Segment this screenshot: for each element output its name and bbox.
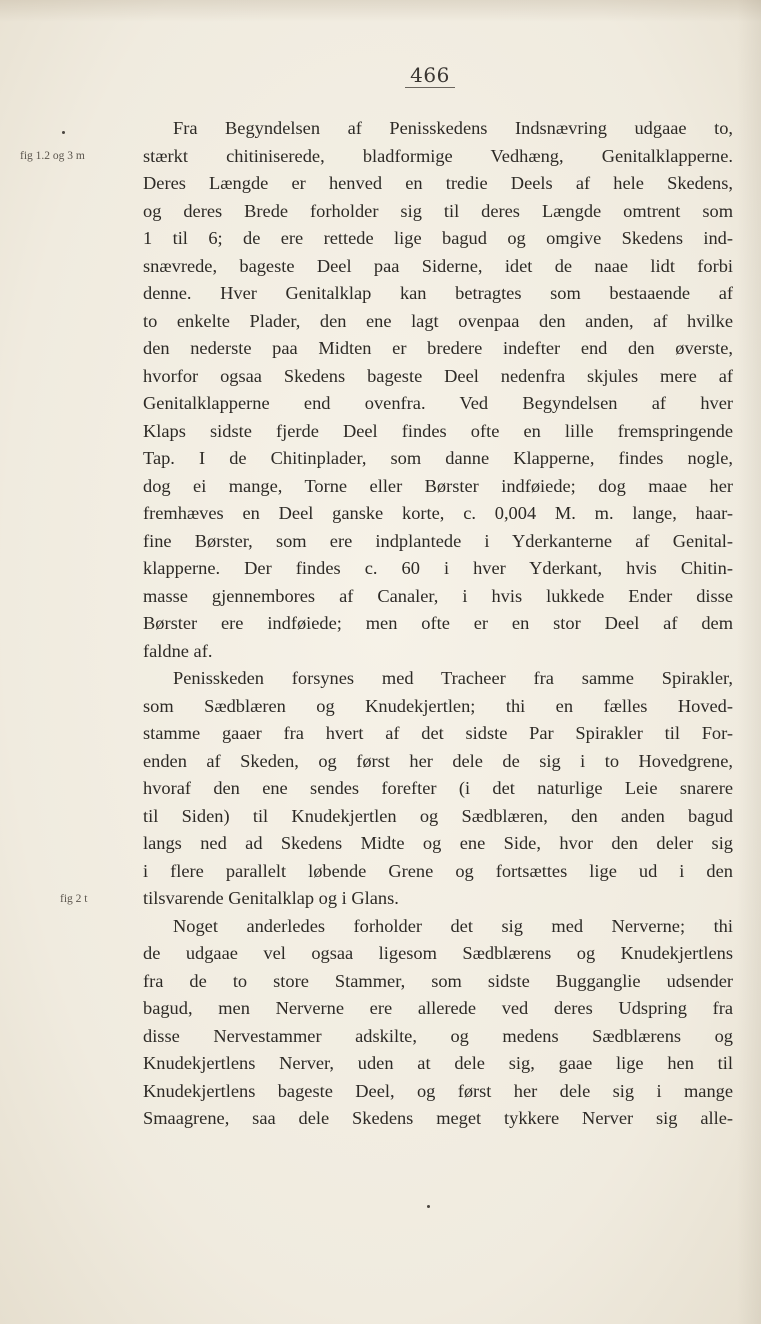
text-line: Knudekjertlens Nerver, uden at dele sig, gaae lige hen til (143, 1053, 733, 1073)
text-line: stærkt chitiniserede, bladformige Vedhæng, Genitalklapperne. (143, 145, 733, 166)
body-text (143, 115, 733, 1133)
text-line: fine Børster, som ere indplantede i Yderkanterne af Genital- (143, 530, 733, 551)
page-top-shadow (0, 0, 761, 22)
text-line: den nederste paa Midten er bredere indefter end den øverste, (143, 338, 733, 358)
text-line: klapperne. Der findes c. 60 i hver Yderkant, hvis Chitin- (143, 558, 733, 578)
text-line: faldne af. (143, 640, 213, 661)
text-line: til Siden) til Knudekjertlen og Sædblæren, den anden bagud (143, 805, 733, 826)
text-line: hvoraf den ene sendes forefter (i det naturlige Leie snarere (143, 778, 733, 798)
text-line: masse gjennembores af Canaler, i hvis lukkede Ender disse (143, 585, 733, 606)
margin-note-fig-1: fig 1.2 og 3 m (20, 150, 85, 162)
text-line: Genitalklapperne end ovenfra. Ved Begyndelsen af hver (143, 393, 733, 413)
text-line: snævrede, bageste Deel paa Siderne, idet de naae lidt forbi (143, 255, 733, 276)
text-line: de udgaae vel ogsaa ligesom Sædblærens og Knudekjertlens (143, 943, 733, 963)
text-line: fra de to store Stammer, som sidste Bugganglie udsender (143, 970, 733, 991)
text-line: langs ned ad Skedens Midte og ene Side, hvor den deler sig (143, 833, 733, 853)
text-line: og deres Brede forholder sig til deres Længde omtrent som (143, 200, 733, 221)
text-line: Fra Begyndelsen af Penisskedens Indsnævring udgaae to, (173, 118, 733, 138)
text-line: disse Nervestammer adskilte, og medens Sædblærens og (143, 1025, 733, 1046)
page-number: 466 (410, 63, 450, 87)
text-line: to enkelte Plader, den ene lagt ovenpaa den anden, af hvilke (143, 310, 733, 331)
text-line: denne. Hver Genitalklap kan betragtes som bestaaende af (143, 283, 733, 303)
text-line: enden af Skeden, og først her dele de sig i to Hovedgrene, (143, 750, 733, 771)
text-line: Tap. I de Chitinplader, som danne Klapperne, findes nogle, (143, 448, 733, 468)
text-line: i flere parallelt løbende Grene og fortsættes lige ud i den (143, 860, 733, 881)
text-line: Noget anderledes forholder det sig med Nerverne; thi (173, 915, 733, 936)
text-line: Smaagrene, saa dele Skedens meget tykkere Nerver sig alle- (143, 1108, 733, 1128)
text-line: Knudekjertlens bageste Deel, og først her dele sig i mange (143, 1080, 733, 1101)
text-line: tilsvarende Genitalklap og i Glans. (143, 888, 399, 908)
ink-speck (427, 1205, 430, 1208)
text-line: dog ei mange, Torne eller Børster indføiede; dog maae her (143, 475, 733, 496)
text-line: stamme gaaer fra hvert af det sidste Par Spirakler til For- (143, 723, 733, 743)
text-line: 1 til 6; de ere rettede lige bagud og omgive Skedens ind- (143, 228, 733, 248)
text-line: Klaps sidste fjerde Deel findes ofte en lille fremspringende (143, 420, 733, 441)
ink-speck (62, 131, 65, 134)
margin-note-fig-2: fig 2 t (60, 893, 88, 905)
text-line: som Sædblæren og Knudekjertlen; thi en fælles Hoved- (143, 695, 733, 716)
text-line: Penisskeden forsynes med Tracheer fra samme Spirakler, (173, 668, 733, 688)
text-line: bagud, men Nerverne ere allerede ved deres Udspring fra (143, 998, 733, 1018)
text-line: Børster ere indføiede; men ofte er en stor Deel af dem (143, 613, 733, 633)
text-line: hvorfor ogsaa Skedens bageste Deel nedenfra skjules mere af (143, 365, 733, 386)
page-right-shadow (737, 0, 761, 1324)
text-line: Deres Længde er henved en tredie Deels af hele Skedens, (143, 173, 733, 193)
text-line: fremhæves en Deel ganske korte, c. 0,004 M. m. lange, haar- (143, 503, 733, 523)
page-number-rule (405, 87, 455, 88)
